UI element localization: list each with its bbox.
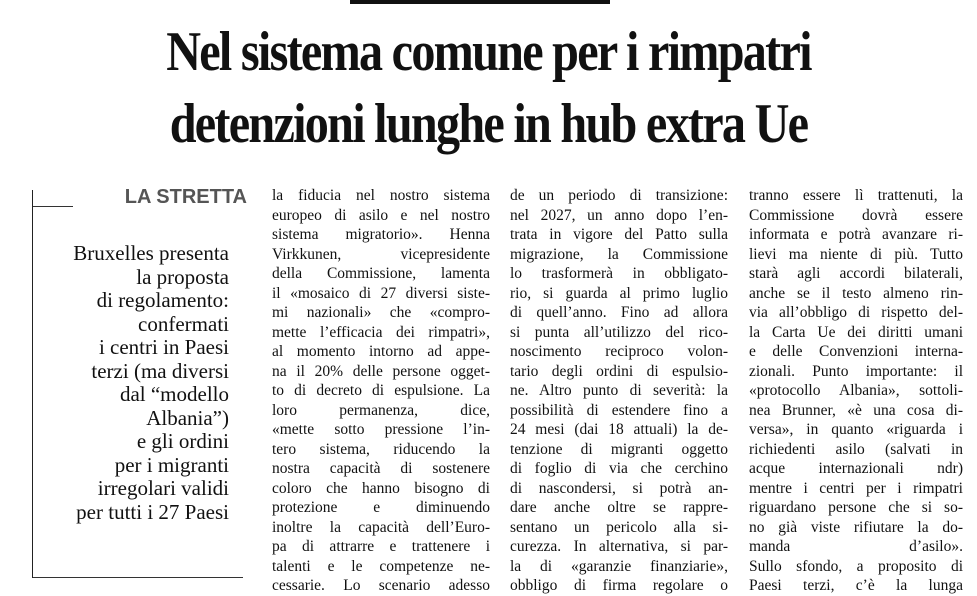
article-line: mentre i centri per i rimpatri (749, 479, 963, 497)
article-line: nostra capacità di sostenere (272, 460, 490, 477)
summary-line: irregolari validi (97, 476, 229, 500)
article-line: ne. Altro punto di severità: la (510, 382, 728, 399)
article-line: riguardano persone che si so- (749, 499, 963, 516)
article-line: cessarie. Lo scenario adesso (272, 577, 490, 594)
article-line: dare anche oltre se rappre- (510, 499, 728, 516)
article-line: richiedenti asilo (salvati in (749, 440, 963, 458)
article-line: sentano un pericolo alla si- (510, 518, 728, 536)
article-line: anche se il testo almeno rin- (749, 284, 963, 302)
summary-line: la proposta (136, 264, 229, 289)
article-column-2 (510, 186, 728, 596)
article-line: informata e potrà avanzare ri- (749, 226, 963, 243)
article-line: al momento intorno ad appe- (272, 343, 490, 360)
article-line: Paesi terzi, c’è la lunga (749, 577, 963, 594)
article-line: «protocollo Albania», sottoli- (749, 382, 963, 399)
article-line: obbligo di firma regolare o (510, 577, 728, 594)
article-line: 24 mesi (dai 18 attuali) la de- (510, 421, 728, 438)
article-line: versa», in quanto «riguarda i (749, 421, 963, 438)
article-line: loro permanenza, dice, (272, 401, 490, 419)
article-line: la Carta Ue dei diritti umani (749, 323, 963, 341)
article-line: curezza. In alternativa, si par- (510, 538, 728, 555)
article-line: tenzione di migranti oggetto (510, 440, 728, 458)
summary-line: per i migranti (114, 452, 229, 477)
summary-line: terzi (ma diversi (91, 358, 229, 383)
article-line: de un periodo di transizione: (510, 187, 728, 204)
article-line: tario degli ordini di espulsio- (510, 362, 728, 380)
article-line: rio, si guarda al primo luglio (510, 284, 728, 302)
article-line: inoltre la capacità dell’Euro- (272, 518, 490, 536)
summary-line: i centri in Paesi (98, 335, 229, 359)
article-line: e delle Convenzioni interna- (749, 343, 963, 360)
article-line: si punta all’utilizzo del rico- (510, 323, 728, 341)
article-line: pa di attrarre e trattenere i (272, 538, 490, 555)
article-line: Commissione dovrà essere (749, 206, 963, 224)
summary-line: Albania”) (146, 405, 229, 430)
headline-line-2: detenzioni lunghe in hub extra Ue (169, 93, 808, 155)
article-line: protezione e diminuendo (272, 499, 490, 516)
article-line: to di decreto di espulsione. La (272, 382, 490, 399)
article-line: della Commissione, lamenta (272, 265, 490, 282)
article-line: trata in vigore del Patto sulla (510, 226, 728, 243)
article-line: noscimento reciproco volon- (510, 343, 728, 360)
article-line: nel 2027, un anno dopo l’en- (510, 206, 728, 224)
top-rule (350, 0, 610, 4)
article-line: tranno essere lì trattenuti, la (749, 187, 963, 204)
article-line: di nascondersi, si potrà an- (510, 479, 728, 497)
article-line: di quell’anno. Fino ad allora (510, 304, 728, 321)
headline (68, 16, 908, 160)
article-line: la di «garanzie finanziarie», (510, 557, 728, 575)
article-line: il «mosaico di 27 diversi siste- (272, 284, 490, 302)
article-line: acque internazionali ndr) (749, 460, 963, 477)
article-line: europeo di asilo e nel nostro (272, 206, 490, 224)
summary-line: confermati (138, 311, 229, 336)
article-line: talenti e le competenze ne- (272, 557, 490, 575)
article-line: la fiducia nel nostro sistema (272, 187, 490, 204)
sidebar-box (32, 186, 247, 578)
summary-line: e gli ordini (136, 429, 229, 453)
article-line: lo trasformerà in obbligato- (510, 265, 728, 282)
article-line: Sullo sfondo, a proposito di (749, 557, 963, 575)
article-line: sistema migratorio». Henna (272, 226, 490, 243)
article-line: migrazione, la Commissione (510, 245, 728, 263)
article-line: na il 20% delle persone ogget- (272, 362, 490, 380)
article-line: nea Brunner, «è una cosa di- (749, 401, 963, 419)
article-line: lievi ma niente di più. Tutto (749, 245, 963, 263)
article-line: possibilità di estendere fino a (510, 401, 728, 419)
article-line: no già viste rifiutare la do- (749, 518, 963, 536)
summary-line: dal “modello (119, 382, 229, 406)
article-line: coloro che hanno bisogno di (272, 479, 490, 497)
article-line: manda d’asilo». (749, 538, 963, 555)
article-column-3 (749, 186, 963, 596)
article-line: zionali. Punto importante: il (749, 362, 963, 380)
summary-line: Bruxelles presenta (73, 241, 229, 265)
article-line: starà agli accordi bilaterali, (749, 265, 963, 282)
article-line: tero sistema, riducendo la (272, 440, 490, 458)
summary-line: per tutti i 27 Paesi (76, 499, 229, 524)
article-line: «mette sotto pressione l’in- (272, 421, 490, 438)
article-line: mette l’efficacia dei rimpatri», (272, 323, 490, 341)
article-line: mi nazionali» che «compro- (272, 304, 490, 321)
article-line: Virkkunen, vicepresidente (272, 245, 490, 263)
summary-line: di regolamento: (96, 288, 229, 312)
kicker-label: LA STRETTA (73, 186, 247, 209)
article-column-1 (272, 186, 490, 596)
article-line: di foglio di via che cerchino (510, 460, 728, 477)
sidebar-summary (29, 242, 229, 524)
headline-line-1: Nel sistema comune per i rimpatri (166, 21, 811, 83)
article-line: via all’obbligo di rispetto del- (749, 304, 963, 321)
